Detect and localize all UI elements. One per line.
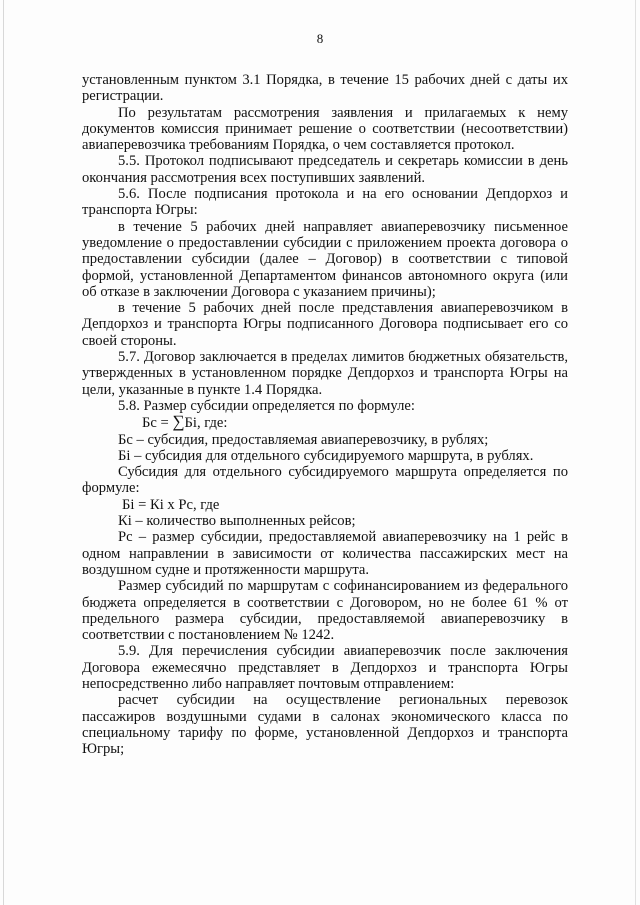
scan-edge-right bbox=[635, 0, 636, 905]
sum-symbol: ∑ bbox=[172, 412, 185, 432]
paragraph: 5.6. После подписания протокола и на его основании Депдорхоз и транспорта Югры: bbox=[82, 186, 568, 219]
formula-subsidy-total bbox=[82, 414, 568, 431]
paragraph: 5.7. Договор заключается в пределах лимитов бюджетных обязательств, утвержденных в установленном порядке Депдорхоз и транспорта Югры на цели, указанные в пункте 1.4 Порядка. bbox=[82, 349, 568, 398]
paragraph: 5.9. Для перечисления субсидии авиаперевозчик после заключения Договора ежемесячно представляет в Депдорхоз и транспорта Югры непосредственно либо направляет почтовым отправлением: bbox=[82, 643, 568, 692]
paragraph: По результатам рассмотрения заявления и прилагаемых к нему документов комиссия принимает решение о соответствии (несоответствии) авиаперевозчика требованиям Порядка, о чем составляется протокол. bbox=[82, 104, 568, 154]
paragraph: 5.5. Протокол подписывают председатель и секретарь комиссии в день окончания рассмотрения всех поступивших заявлений. bbox=[82, 153, 568, 186]
paragraph: Рс – размер субсидии, предоставляемой авиаперевозчику на 1 рейс в одном направлении в зависимости от количества пассажирских мест на воздушном судне и протяженности маршрута. bbox=[82, 529, 568, 578]
paragraph-group-c bbox=[82, 513, 568, 757]
paragraph: 5.8. Размер субсидии определяется по формуле: bbox=[118, 397, 415, 414]
paragraph: расчет субсидии на осуществление региональных перевозок пассажиров воздушными судами в салонах экономического класса по специальному тарифу по форме, установленной Депдорхоз и транспорта Югры; bbox=[82, 692, 568, 758]
paragraph-group-a bbox=[82, 72, 568, 414]
paragraph: Бi – субсидия для отдельного субсидируемого маршрута, в рублях. bbox=[118, 447, 534, 464]
document-body bbox=[82, 72, 568, 757]
page-number: 8 bbox=[316, 31, 324, 46]
paragraph: в течение 5 рабочих дней после представления авиаперевозчиком в Депдорхоз и транспорта Югры подписанного Договора подписывает его со своей стороны. bbox=[82, 300, 568, 349]
paragraph-group-b bbox=[82, 432, 568, 497]
paragraph: Размер субсидий по маршрутам с софинансированием из федерального бюджета определяется в соответствии с Договором, но не более 61 % от предельного размера субсидии, предоставляемой авиаперевозчику в соответствии с постановлением № 1242. bbox=[82, 578, 568, 644]
paragraph: Субсидия для отдельного субсидируемого маршрута определяется по формуле: bbox=[82, 464, 568, 497]
paragraph: установленным пунктом 3.1 Порядка, в течение 15 рабочих дней с даты их регистрации. bbox=[82, 72, 568, 105]
scan-edge-left bbox=[3, 0, 4, 905]
paragraph: Бс – субсидия, предоставляемая авиаперевозчику, в рублях; bbox=[118, 431, 489, 448]
formula-lhs: Бс = bbox=[142, 415, 173, 432]
formula-route-subsidy: Бi = Кi х Рс, где bbox=[122, 496, 220, 513]
paragraph: в течение 5 рабочих дней направляет авиаперевозчику письменное уведомление о предоставлении субсидии с приложением проекта договора о предоставлении субсидии (далее – Договор) в соответствии с типовой формой, установленной Департаментом финансов автономного округа (или об отказе в заключении Договора с указанием причины); bbox=[82, 218, 568, 300]
paragraph: Кi – количество выполненных рейсов; bbox=[118, 513, 356, 530]
formula-rhs: Бi, где: bbox=[184, 415, 228, 432]
